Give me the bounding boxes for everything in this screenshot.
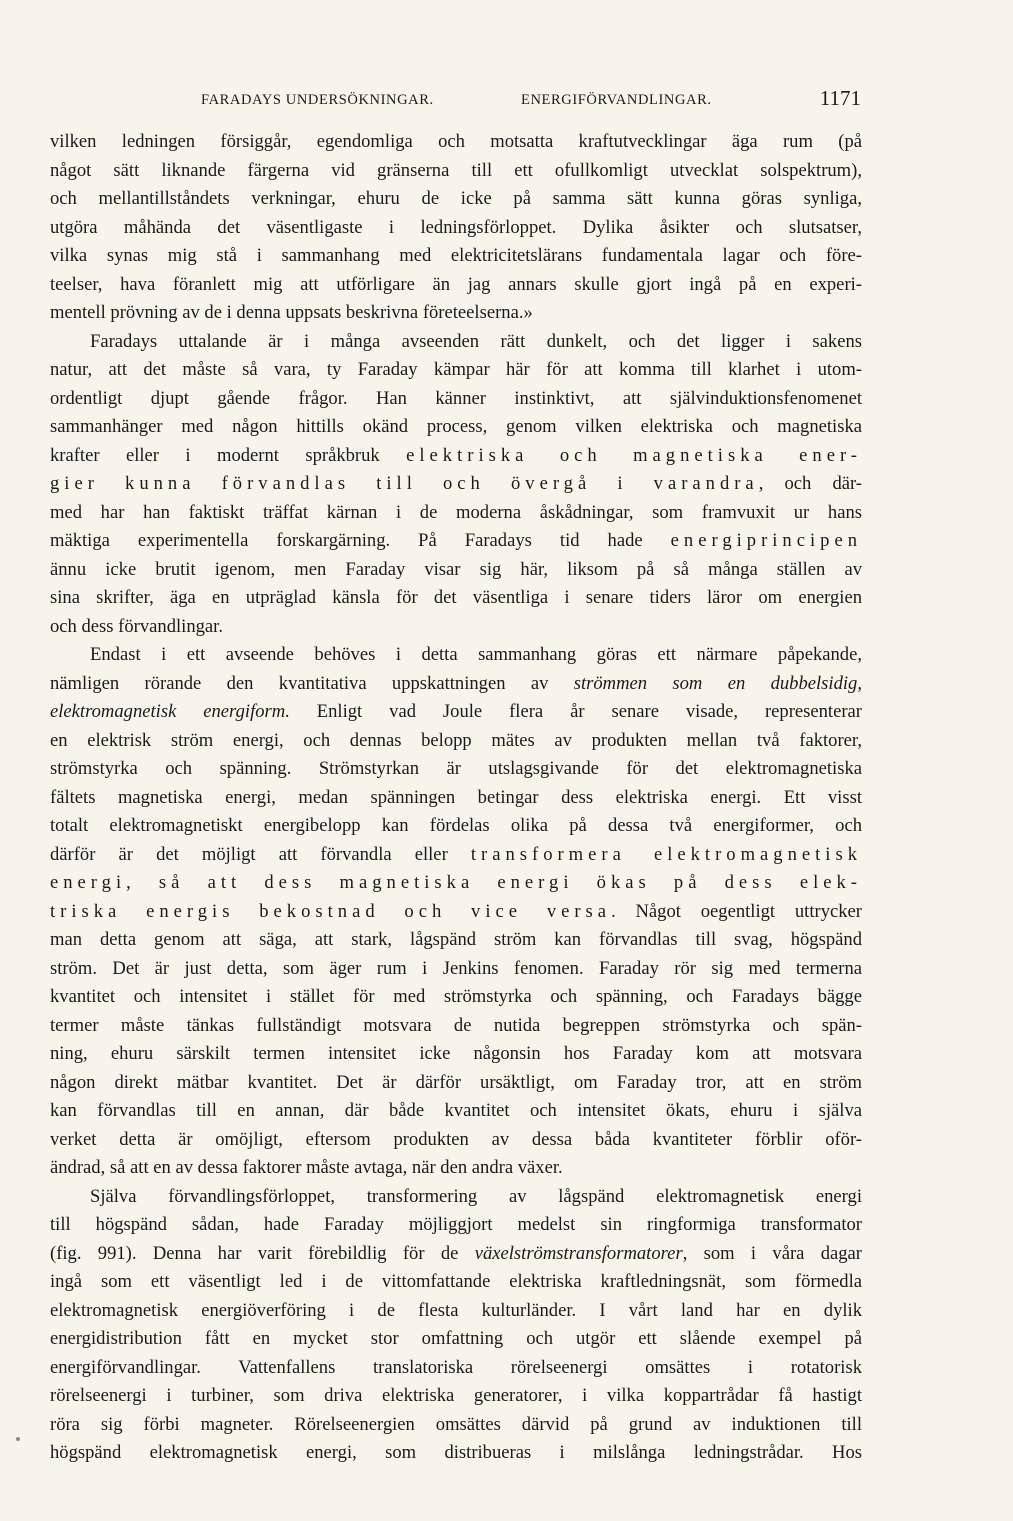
body-text bbox=[50, 128, 862, 1468]
text-line: rörelseenergi i turbiner, som driva elektriska generatorer, i vilka koppartrådar få hastigt bbox=[50, 1385, 862, 1406]
text-line: och dess förvandlingar. bbox=[50, 615, 223, 637]
text-line: (fig. 991). Denna har varit förebildlig för de växelströmstransformatorer, som i våra dagar bbox=[50, 1242, 862, 1264]
text-line: Själva förvandlingsförloppet, transformering av lågspänd elektromagnetisk energi bbox=[90, 1185, 862, 1207]
text-line: elektromagnetisk energiöverföring i de flesta kulturländer. I vårt land har en dylik bbox=[50, 1299, 862, 1321]
text-line: kan förvandlas till en annan, där både kvantitet och intensitet ökats, ehuru i själva bbox=[50, 1100, 862, 1121]
text-line: gier kunna förvandlas till och övergå i varandra, och där- bbox=[50, 473, 862, 494]
text-line: termer måste tänkas fullständigt motsvara de nutida begreppen strömstyrka och spän- bbox=[50, 1014, 862, 1036]
text-line: Faradays uttalande är i många avseenden rätt dunkelt, och det ligger i sakens bbox=[90, 330, 862, 352]
text-line: därför är det möjligt att förvandla eller transformera elektromagnetisk bbox=[50, 843, 862, 865]
text-line: strömstyrka och spänning. Strömstyrkan är utslagsgivande för det elektromagnetiska bbox=[50, 758, 862, 779]
paper-speck bbox=[16, 1437, 20, 1441]
text-line: totalt elektromagnetiskt energibelopp kan fördelas olika på dessa två energiformer, och bbox=[50, 815, 862, 836]
text-line: utgöra måhända det väsentligaste i ledningsförloppet. Dylika åsikter och slutsatser, bbox=[50, 216, 862, 238]
text-line: något sätt liknande färgerna vid gränserna till ett ofullkomligt utvecklat solspektrum), bbox=[50, 159, 862, 181]
text-line: ning, ehuru särskilt termen intensitet icke någonsin hos Faraday kom att motsvara bbox=[50, 1043, 862, 1064]
text-line: ström. Det är just detta, som äger rum i Jenkins fenomen. Faraday rör sig med termerna bbox=[50, 957, 862, 979]
text-line: ingå som ett väsentligt led i de vittomfattande elektriska kraftledningsnät, som förmedla bbox=[50, 1271, 862, 1292]
text-line: röra sig förbi magneter. Rörelseenergien omsättes därvid på grund av induktionen till bbox=[50, 1413, 862, 1435]
text-line: fältets magnetiska energi, medan spänningen betingar dess elektriska energi. Ett visst bbox=[50, 786, 862, 808]
text-line: och mellantillståndets verkningar, ehuru de icke på samma sätt kunna göras synliga, bbox=[50, 188, 862, 209]
text-line: högspänd elektromagnetisk energi, som distribueras i milslånga ledningstrådar. Hos bbox=[50, 1442, 862, 1463]
header-left-title: FARADAYS UNDERSÖKNINGAR. bbox=[201, 92, 434, 108]
text-line: nämligen rörande den kvantitativa uppskattningen av strömmen som en dubbelsidig, bbox=[50, 672, 862, 694]
page-number: 1171 bbox=[819, 86, 861, 110]
text-line: krafter eller i modernt språkbruk elektriska och magnetiska ener- bbox=[50, 444, 862, 466]
text-line: energiförvandlingar. Vattenfallens translatoriska rörelseenergi omsättes i rotatorisk bbox=[50, 1356, 862, 1378]
text-line: kvantitet och intensitet i stället för med strömstyrka och spänning, och Faradays bägge bbox=[50, 986, 862, 1007]
text-line: mäktiga experimentella forskargärning. På Faradays tid hade energiprincipen bbox=[50, 530, 862, 551]
running-header bbox=[201, 86, 861, 116]
header-right-title: ENERGIFÖRVANDLINGAR. bbox=[521, 92, 712, 108]
text-line: någon direkt mätbar kvantitet. Det är därför ursäktligt, om Faraday tror, att en ström bbox=[50, 1071, 862, 1093]
text-line: energidistribution fått en mycket stor omfattning och utgör ett slående exempel på bbox=[50, 1328, 862, 1349]
text-line: natur, att det måste så vara, ty Faraday kämpar här för att komma till klarhet i utom- bbox=[50, 359, 862, 380]
text-line: en elektrisk ström energi, och dennas belopp mätes av produkten mellan två faktorer, bbox=[50, 729, 862, 751]
text-line: sina skrifter, äga en utpräglad känsla för det väsentliga i senare tiders läror om energien bbox=[50, 587, 862, 608]
text-line: ännu icke brutit igenom, men Faraday visar sig här, liksom på så många ställen av bbox=[50, 558, 862, 580]
text-line: vilken ledningen försiggår, egendomliga och motsatta kraftutvecklingar äga rum (på bbox=[50, 131, 862, 152]
text-line: till högspänd sådan, hade Faraday möjliggjort medelst sin ringformiga transformator bbox=[50, 1214, 862, 1235]
text-line: sammanhänger med någon hittills okänd process, genom vilken elektriska och magnetiska bbox=[50, 416, 862, 437]
text-line: man detta genom att säga, att stark, lågspänd ström kan förvandlas till svag, högspänd bbox=[50, 929, 862, 950]
text-line: teelser, hava föranlett mig att utförligare än jag annars skulle gjort ingå på en experi- bbox=[50, 273, 862, 295]
text-line: Endast i ett avseende behöves i detta sammanhang göras ett närmare påpekande, bbox=[90, 644, 862, 665]
text-line: triska energis bekostnad och vice versa. Något oegentligt uttrycker bbox=[50, 900, 862, 922]
text-line: med har han faktiskt träffat kärnan i de moderna åskådningar, som framvuxit ur hans bbox=[50, 501, 862, 523]
text-line: vilka synas mig stå i sammanhang med elektricitetslärans fundamentala lagar och före- bbox=[50, 245, 862, 266]
text-line: verket detta är omöjligt, eftersom produkten av dessa båda kvantiteter förblir oför- bbox=[50, 1128, 862, 1150]
text-line: elektromagnetisk energiform. Enligt vad Joule flera år senare visade, representerar bbox=[50, 701, 862, 722]
text-line: mentell prövning av de i denna uppsats beskrivna företeelserna.» bbox=[50, 302, 533, 323]
text-line: ändrad, så att en av dessa faktorer måste avtaga, när den andra växer. bbox=[50, 1157, 563, 1178]
text-line: ordentligt djupt gående frågor. Han känner instinktivt, att självinduktionsfenomenet bbox=[50, 387, 862, 409]
text-line: energi, så att dess magnetiska energi ökas på dess elek- bbox=[50, 872, 862, 893]
